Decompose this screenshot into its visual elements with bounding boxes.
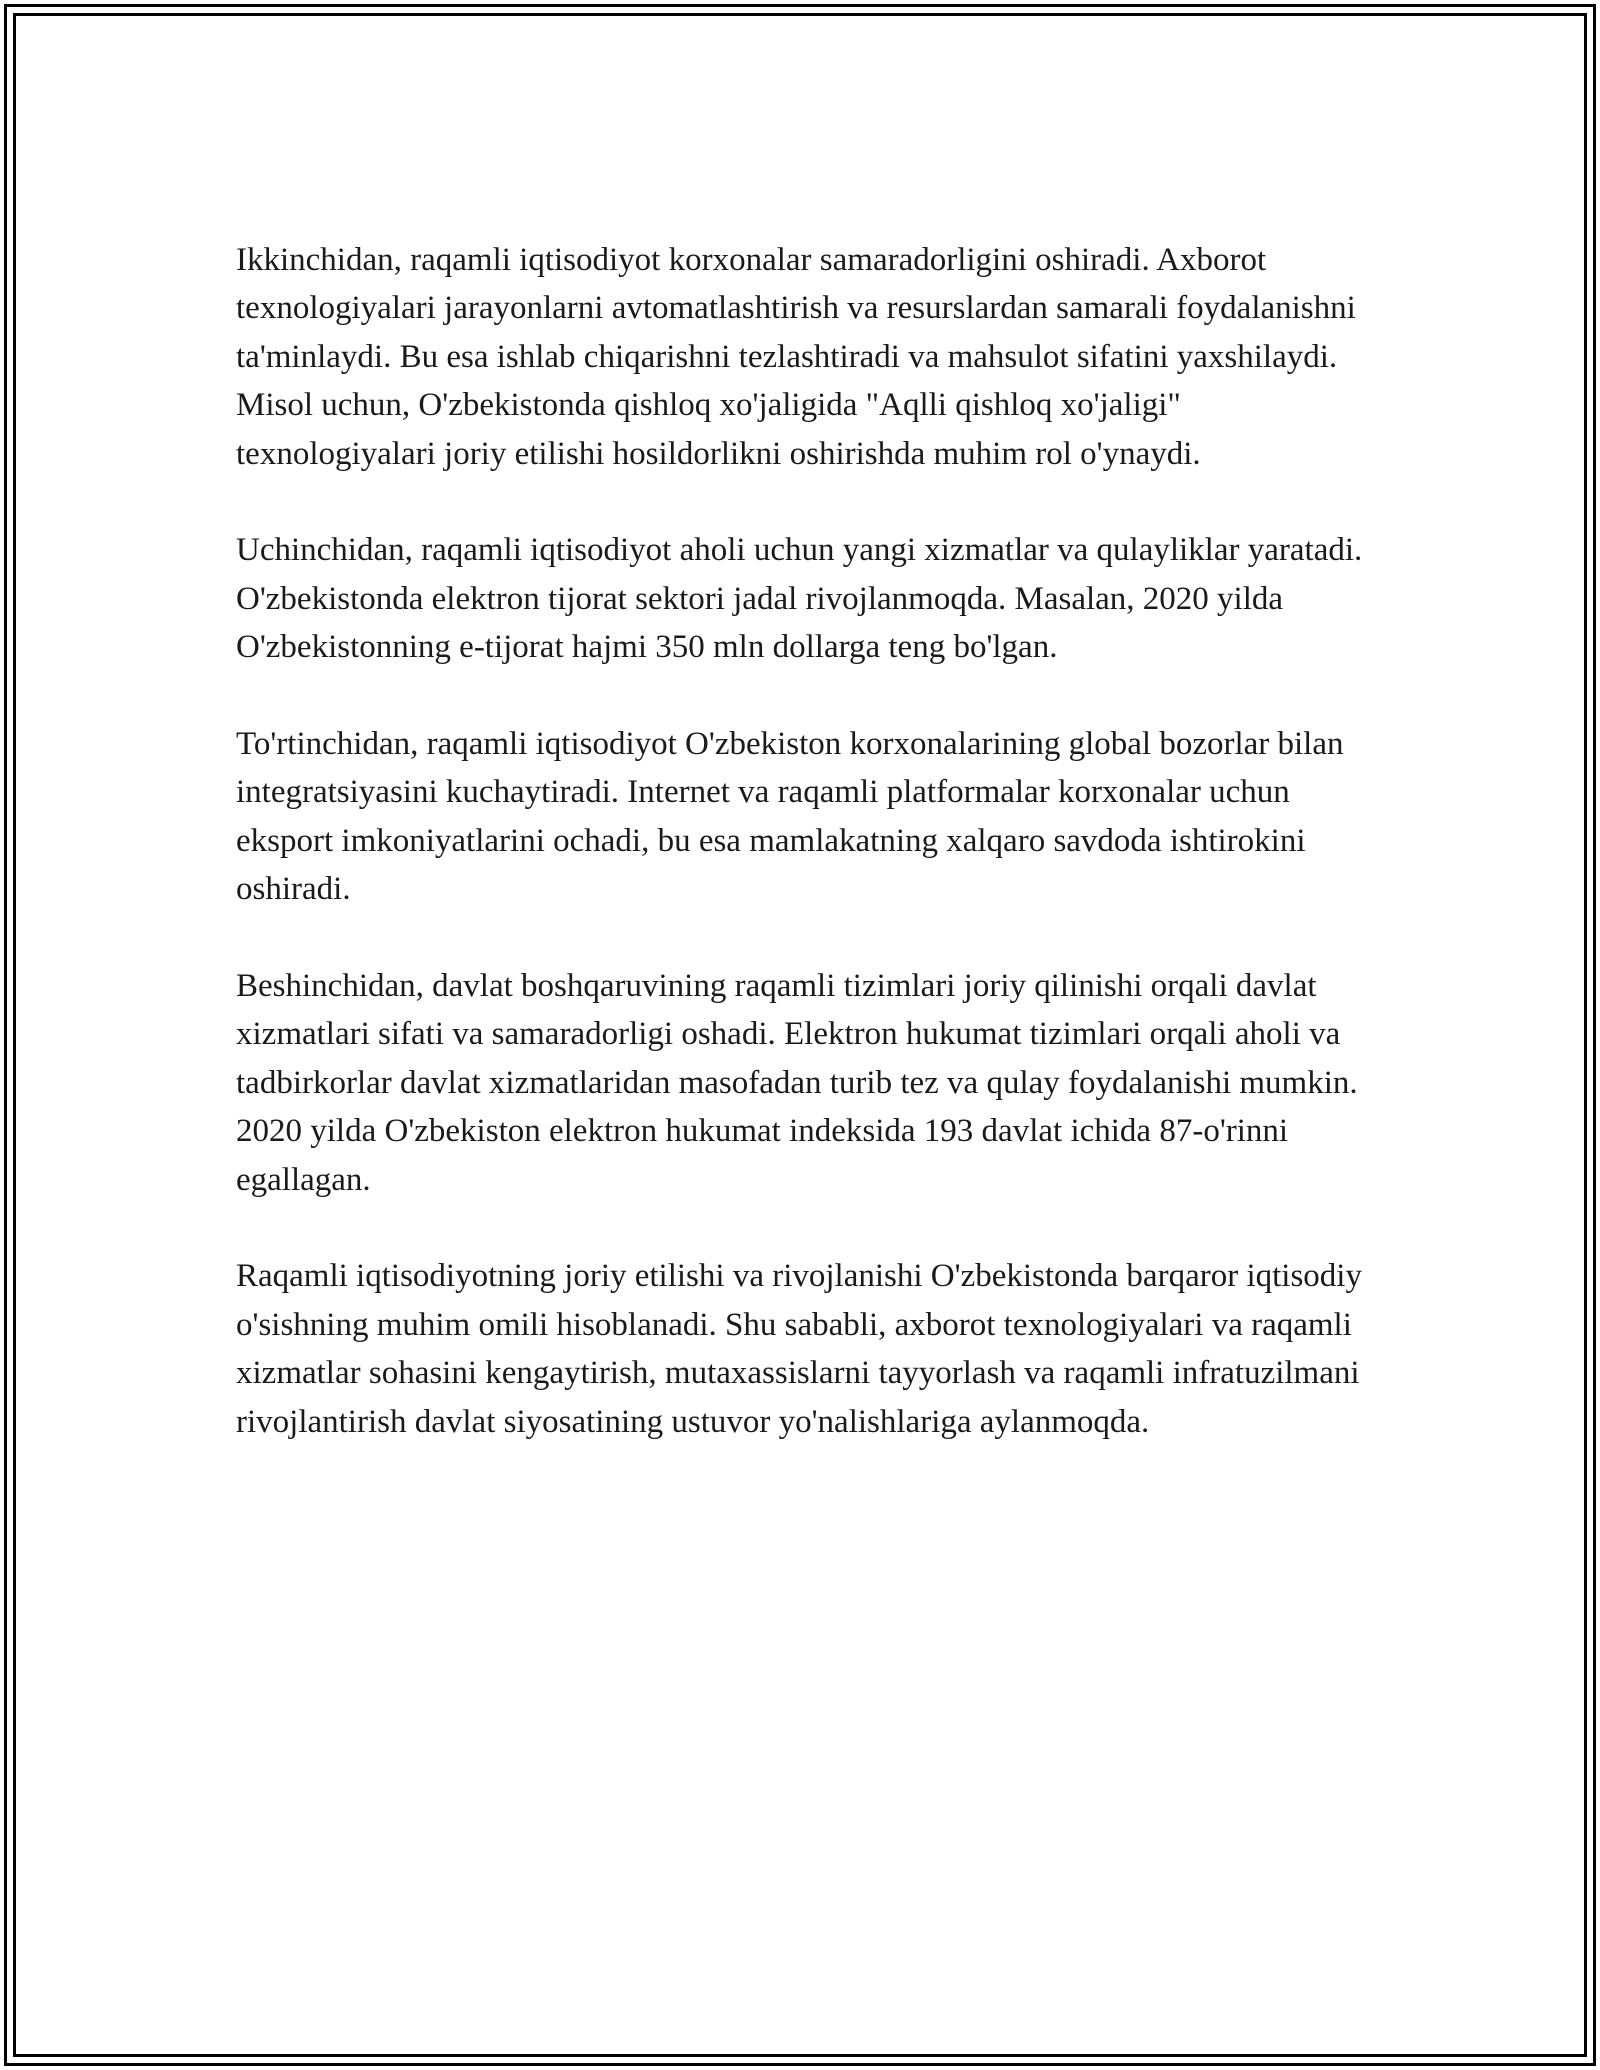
paragraph-tortinchidan: To'rtinchidan, raqamli iqtisodiyot O'zbekiston korxonalarining global bozorlar bilan integratsiyasini kuchaytiradi. Internet va raqamli platformalar korxonalar uchun eksport imkoniyatlarini ochadi, bu esa mamlakatning xalqaro savdoda ishtirokini oshiradi. <box>236 726 1344 908</box>
paragraph-beshinchidan: Beshinchidan, davlat boshqaruvining raqamli tizimlari joriy qilinishi orqali davlat xizmatlari sifati va samaradorligi oshadi. Elektron hukumat tizimlari orqali aholi va tadbirkorlar davlat xizmatlaridan masofadan turib tez va qulay foydalanishi mumkin. 2020 yilda O'zbekiston elektron hukumat indeksida 193 davlat ichida 87-o'rinni egallagan. <box>236 968 1358 1198</box>
document-body <box>236 236 1376 1446</box>
paragraph-conclusion: Raqamli iqtisodiyotning joriy etilishi va rivojlanishi O'zbekistonda barqaror iqtisodiy o'sishning muhim omili hisoblanadi. Shu sababli, axborot texnologiyalari va raqamli xizmatlar sohasini kengaytirish, mutaxassislarni tayyorlash va raqamli infratuzilmani rivojlantirish davlat siyosatining ustuvor yo'nalishlariga aylanmoqda. <box>236 1258 1362 1440</box>
paragraph-ikkinchidan: Ikkinchidan, raqamli iqtisodiyot korxonalar samaradorligini oshiradi. Axborot texnologiyalari jarayonlarni avtomatlashtirish va resurslardan samarali foydalanishni ta'minlaydi. Bu esa ishlab chiqarishni tezlashtiradi va mahsulot sifatini yaxshilaydi. Misol uchun, O'zbekistonda qishloq xo'jaligida "Aqlli qishloq xo'jaligi" texnologiyalari joriy etilishi hosildorlikni oshirishda muhim rol o'ynaydi. <box>236 242 1356 472</box>
paragraph-uchinchidan: Uchinchidan, raqamli iqtisodiyot aholi uchun yangi xizmatlar va qulayliklar yaratadi. O'zbekistonda elektron tijorat sektori jadal rivojlanmoqda. Masalan, 2020 yilda O'zbekistonning e-tijorat hajmi 350 mln dollarga teng bo'lgan. <box>236 532 1363 666</box>
